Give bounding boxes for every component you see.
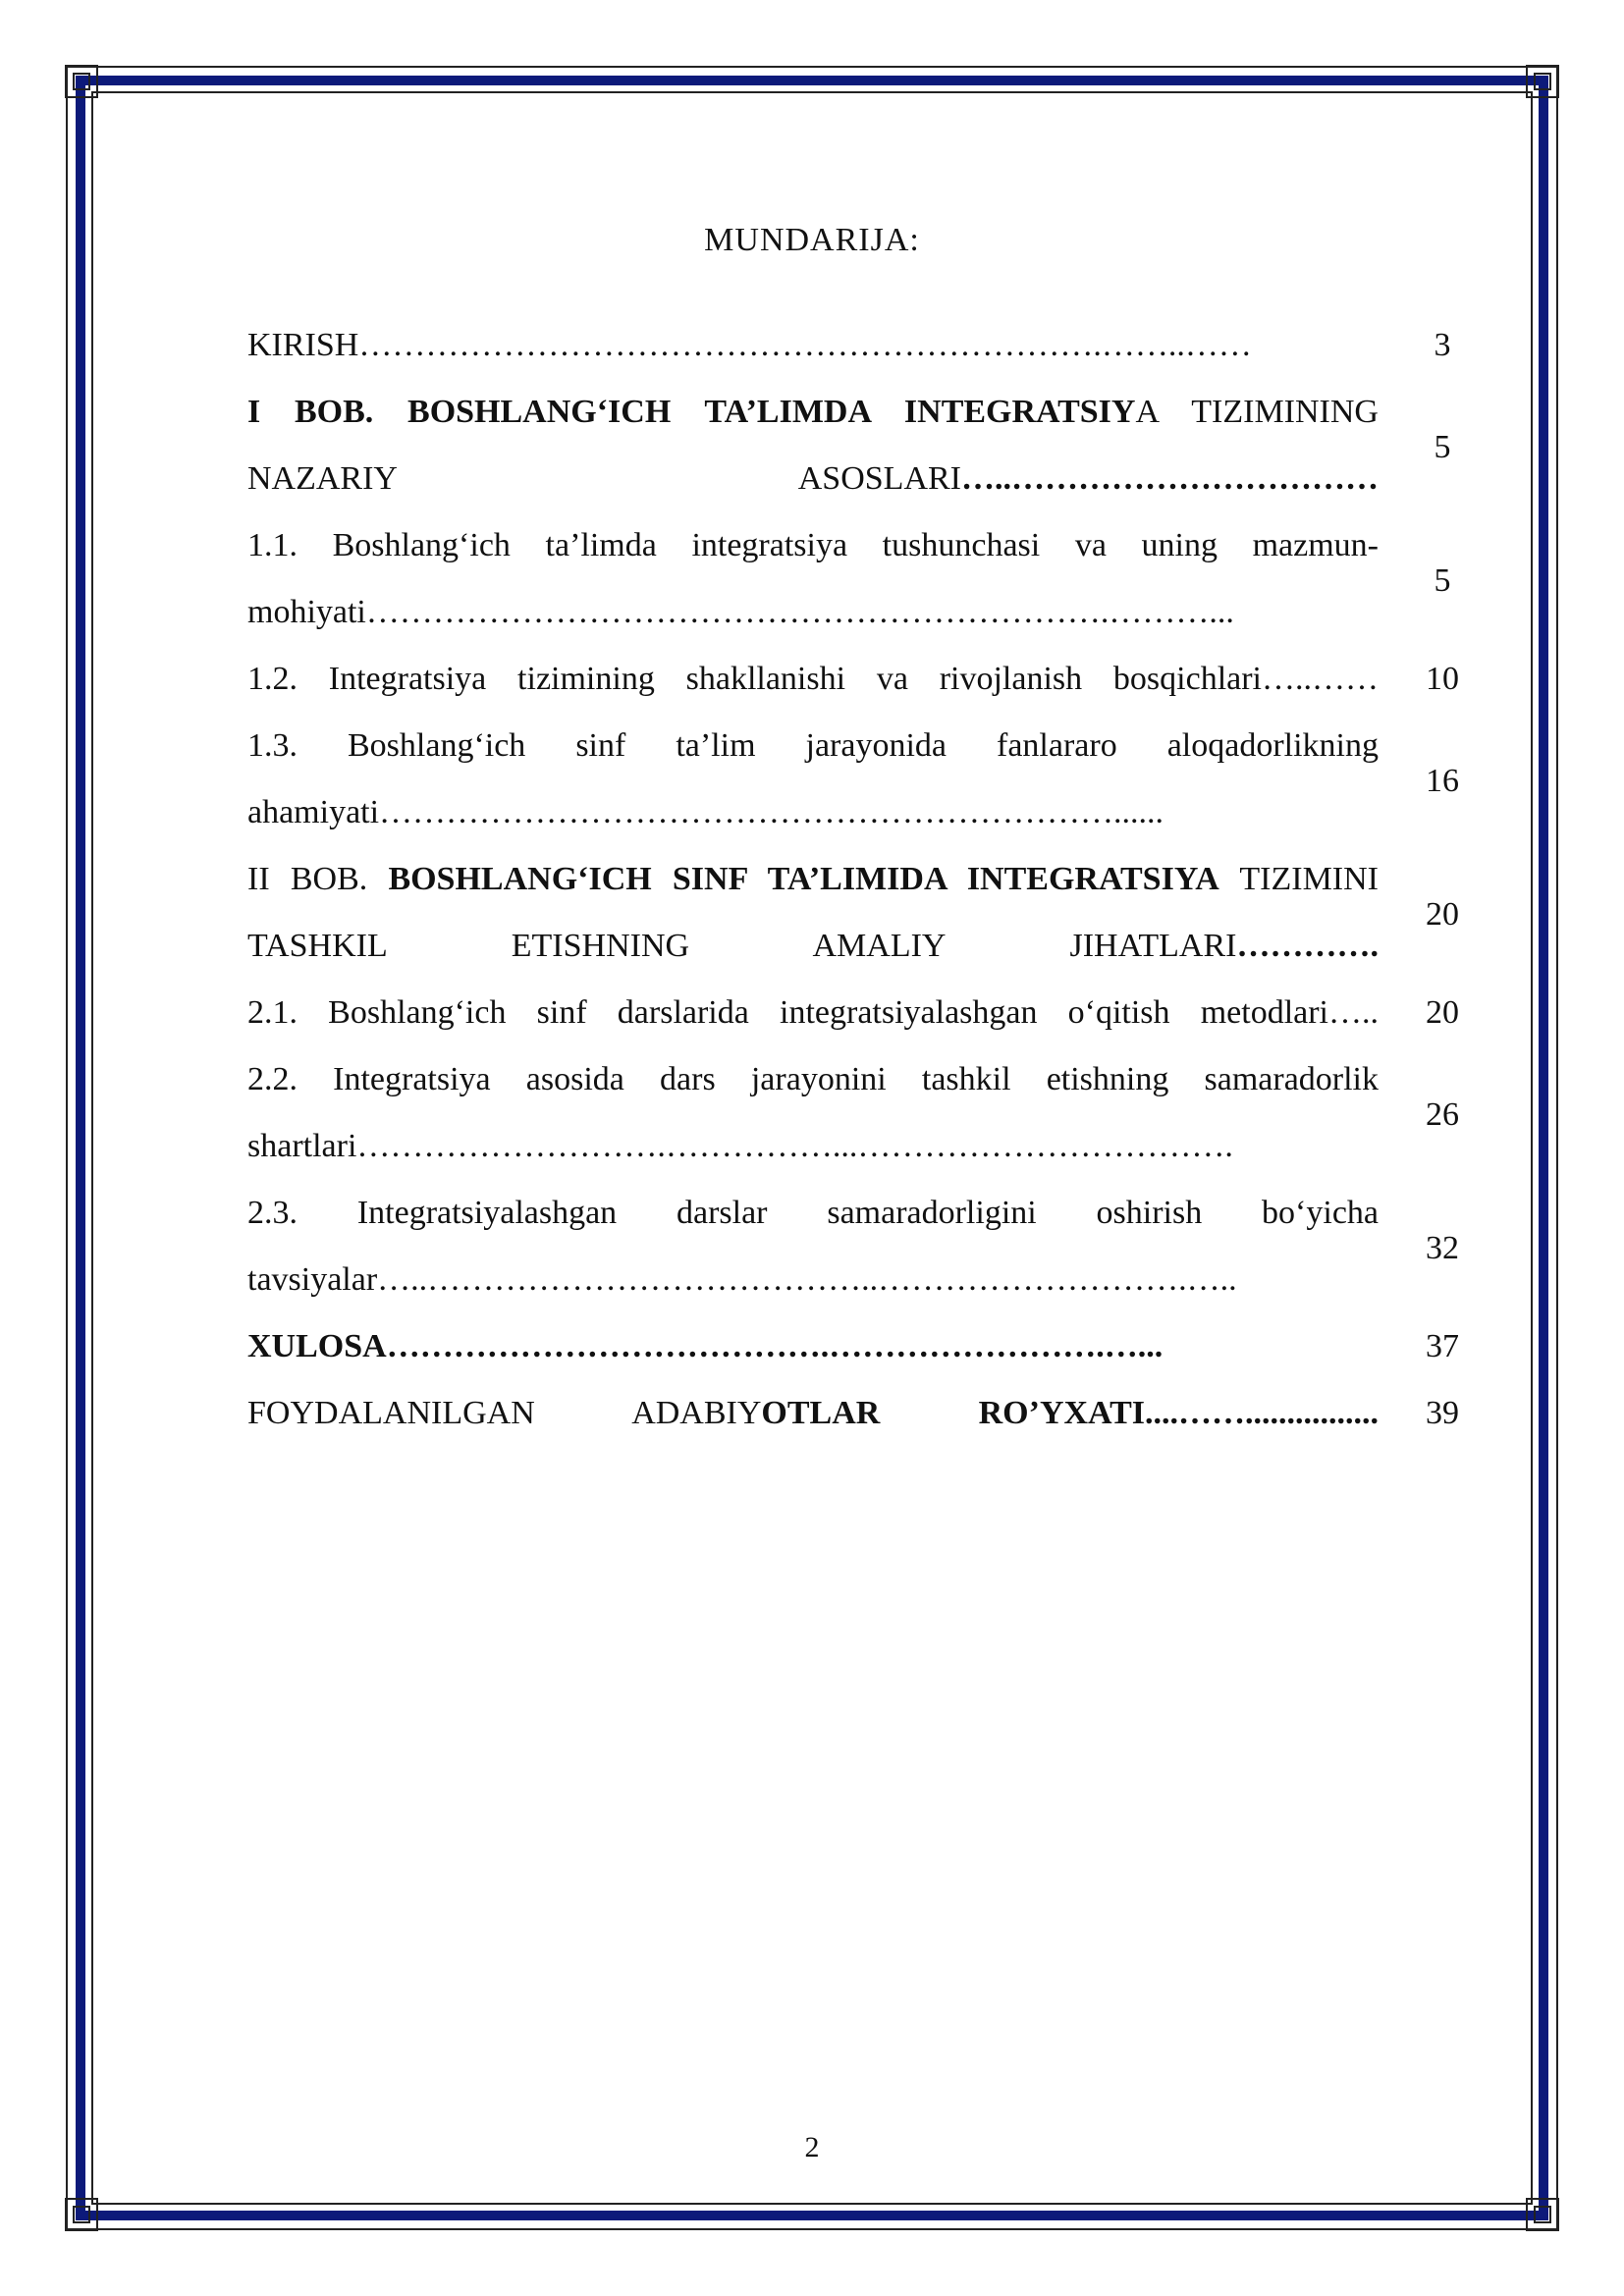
- toc-entry-xulosa[interactable]: [247, 1313, 1477, 1380]
- toc-entry-2-2[interactable]: [247, 1046, 1477, 1180]
- chapter-heading-bold: BOSHLANG‘ICH SINF TA’LIMIDA INTEGRATSIYA: [388, 861, 1219, 897]
- toc-entry-1-3[interactable]: [247, 713, 1477, 846]
- chapter-heading-bold: I BOB. BOSHLANG‘ICH TA’LIMDA INTEGRATSIY: [247, 394, 1136, 430]
- chapter-heading-rest: TIZIMINI TASHKIL ETISHNING AMALIY JIHATLARI: [247, 861, 1379, 964]
- toc-entry-text: [247, 1313, 1379, 1380]
- toc-entry-text: KIRISH………………………………………………………….……..……: [247, 327, 1252, 363]
- toc-page-number: 5: [1434, 562, 1451, 599]
- toc-leader-dots: ....……................: [1145, 1395, 1379, 1431]
- toc-entry-text: [247, 1380, 1379, 1447]
- corner-ornament-top-left: [65, 65, 98, 98]
- toc-page-number: 20: [1426, 896, 1459, 933]
- toc-entry-text: 2.3. Integratsiyalashgan darslar samaradorligini oshirish bo‘yicha tavsiyalar…..…………………………………..……………………….…..: [247, 1195, 1379, 1298]
- toc-page-number: 10: [1426, 661, 1459, 697]
- table-of-contents: [247, 312, 1477, 1447]
- toc-entry-text: 2.1. Boshlang‘ich sinf darslarida integratsiyalashgan o‘qitish metodlari…..: [247, 994, 1379, 1031]
- chapter-heading-rest: A TIZIMINING NAZARIY ASOSLARI: [247, 394, 1379, 497]
- toc-page-number: 20: [1426, 994, 1459, 1031]
- toc-leader-dots: ………………………………….…………………….…...: [386, 1328, 1164, 1364]
- page-number: 2: [804, 2131, 820, 2163]
- toc-entry-kirish[interactable]: [247, 312, 1477, 379]
- references-heading-plain: FOYDALANILGAN ADABIY: [247, 1395, 762, 1431]
- corner-ornament-bottom-left: [65, 2198, 98, 2231]
- toc-entry-text: 1.1. Boshlang‘ich ta’limda integratsiya tushunchasi va uning mazmun-mohiyati………………………………………………………….………...: [247, 527, 1379, 630]
- toc-page-number: 16: [1426, 763, 1459, 799]
- toc-entry-2-3[interactable]: [247, 1180, 1477, 1313]
- toc-entry-1-1[interactable]: [247, 512, 1477, 646]
- toc-entry-text: 2.2. Integratsiya asosida dars jarayonini tashkil etishning samaradorlik shartlari……………………….……………...…………………………….: [247, 1061, 1379, 1164]
- toc-entry-chapter-2[interactable]: [247, 846, 1477, 980]
- toc-entry-1-2[interactable]: [247, 646, 1477, 713]
- references-heading-bold: OTLAR RO’YXATI: [761, 1395, 1145, 1431]
- corner-ornament-bottom-right: [1526, 2198, 1559, 2231]
- toc-entry-text: 1.2. Integratsiya tizimining shakllanishi va rivojlanish bosqichlari…..……: [247, 661, 1379, 697]
- chapter-prefix: II BOB.: [247, 861, 389, 897]
- corner-ornament-top-right: [1526, 65, 1559, 98]
- toc-entry-text: 1.3. Boshlang‘ich sinf ta’lim jarayonida fanlararo aloqadorlikning ahamiyati…………………………………………………………......: [247, 727, 1379, 830]
- toc-entry-2-1[interactable]: [247, 980, 1477, 1046]
- toc-entry-text: [247, 846, 1379, 980]
- toc-page-number: 3: [1434, 327, 1451, 363]
- page-title: MUNDARIJA:: [704, 222, 920, 258]
- xulosa-heading: XULOSA: [247, 1328, 387, 1364]
- toc-entry-text: [247, 379, 1379, 512]
- toc-page-number: 37: [1426, 1328, 1459, 1364]
- toc-leader-dots: ………….: [1236, 928, 1379, 964]
- toc-leader-dots: …..……………………………: [961, 460, 1379, 497]
- toc-page-number: 26: [1426, 1096, 1459, 1133]
- toc-entry-chapter-1[interactable]: [247, 379, 1477, 512]
- toc-entry-references[interactable]: [247, 1380, 1477, 1447]
- toc-page-number: 32: [1426, 1230, 1459, 1266]
- toc-page-number: 5: [1434, 429, 1451, 465]
- toc-page-number: 39: [1426, 1395, 1459, 1431]
